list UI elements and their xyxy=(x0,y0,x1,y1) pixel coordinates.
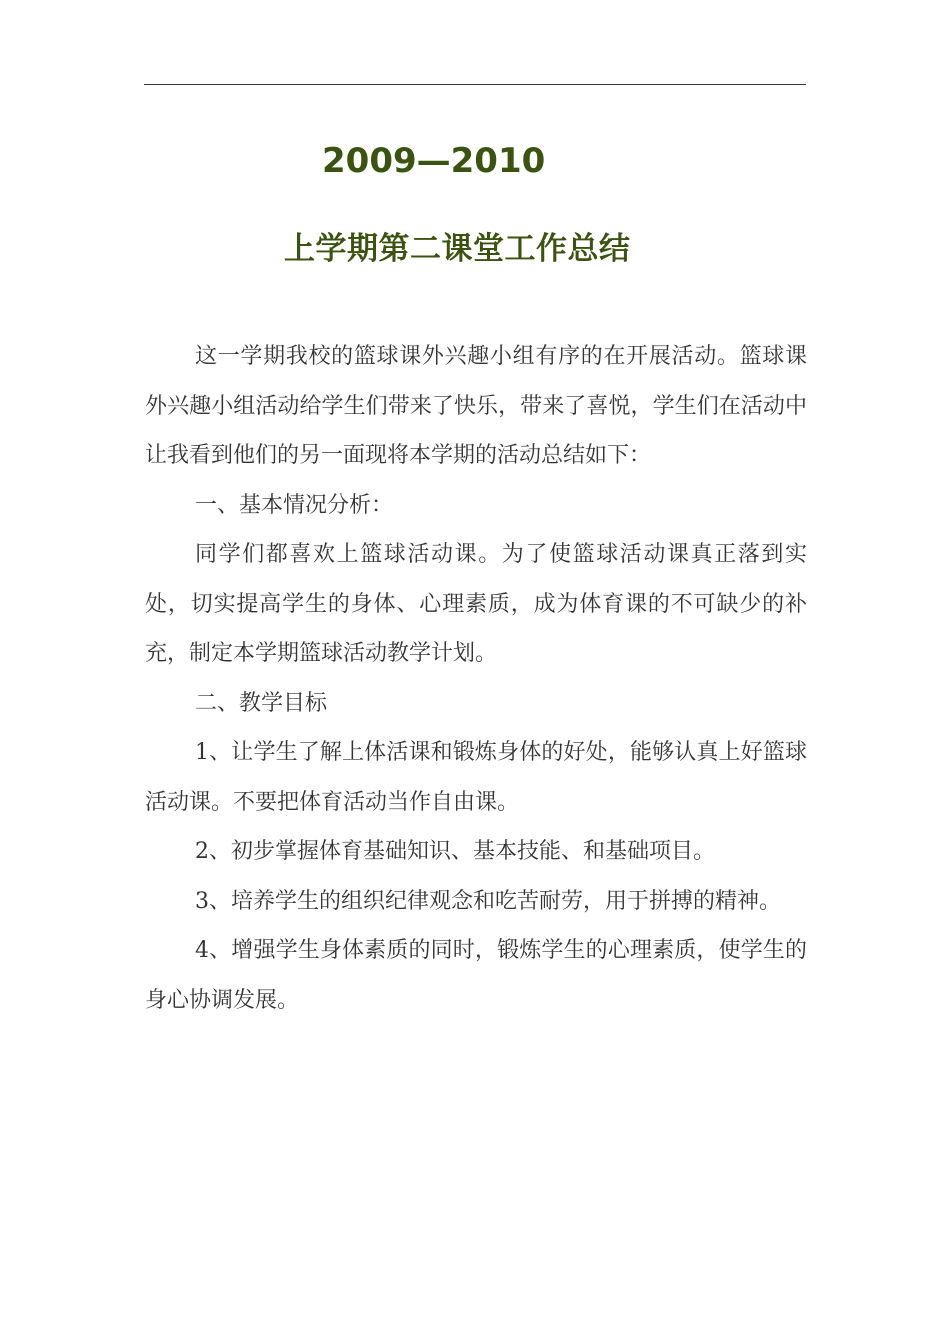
heading-basic-situation: 一、基本情况分析： xyxy=(195,492,394,518)
goal-item-3: 3、培养学生的组织纪律观念和吃苦耐劳，用于拼搏的精神。 xyxy=(195,888,781,914)
header-rule xyxy=(144,84,806,85)
document-body xyxy=(145,332,807,1025)
goal-item-4: 4、增强学生身体素质的同时，锻炼学生的心理素质，使学生的身心协调发展。 xyxy=(145,938,807,1013)
title-year: 2009—2010 xyxy=(322,141,546,181)
document-title: 上学期第二课堂工作总结 xyxy=(284,231,631,267)
paragraph-intro: 这一学期我校的篮球课外兴趣小组有序的在开展活动。篮球课外兴趣小组活动给学生们带来了快乐，带来了喜悦，学生们在活动中让我看到他们的另一面现将本学期的活动总结如下： xyxy=(145,344,807,468)
goal-item-2: 2、初步掌握体育基础知识、基本技能、和基础项目。 xyxy=(195,839,715,864)
heading-teaching-goals: 二、教学目标 xyxy=(195,690,328,716)
paragraph-basic-situation: 同学们都喜欢上篮球活动课。为了使篮球活动课真正落到实处，切实提高学生的身体、心理素质，成为体育课的不可缺少的补充，制定本学期篮球活动教学计划。 xyxy=(145,542,807,666)
goal-item-1: 1、让学生了解上体活课和锻炼身体的好处，能够认真上好篮球活动课。不要把体育活动当作自由课。 xyxy=(145,740,807,815)
